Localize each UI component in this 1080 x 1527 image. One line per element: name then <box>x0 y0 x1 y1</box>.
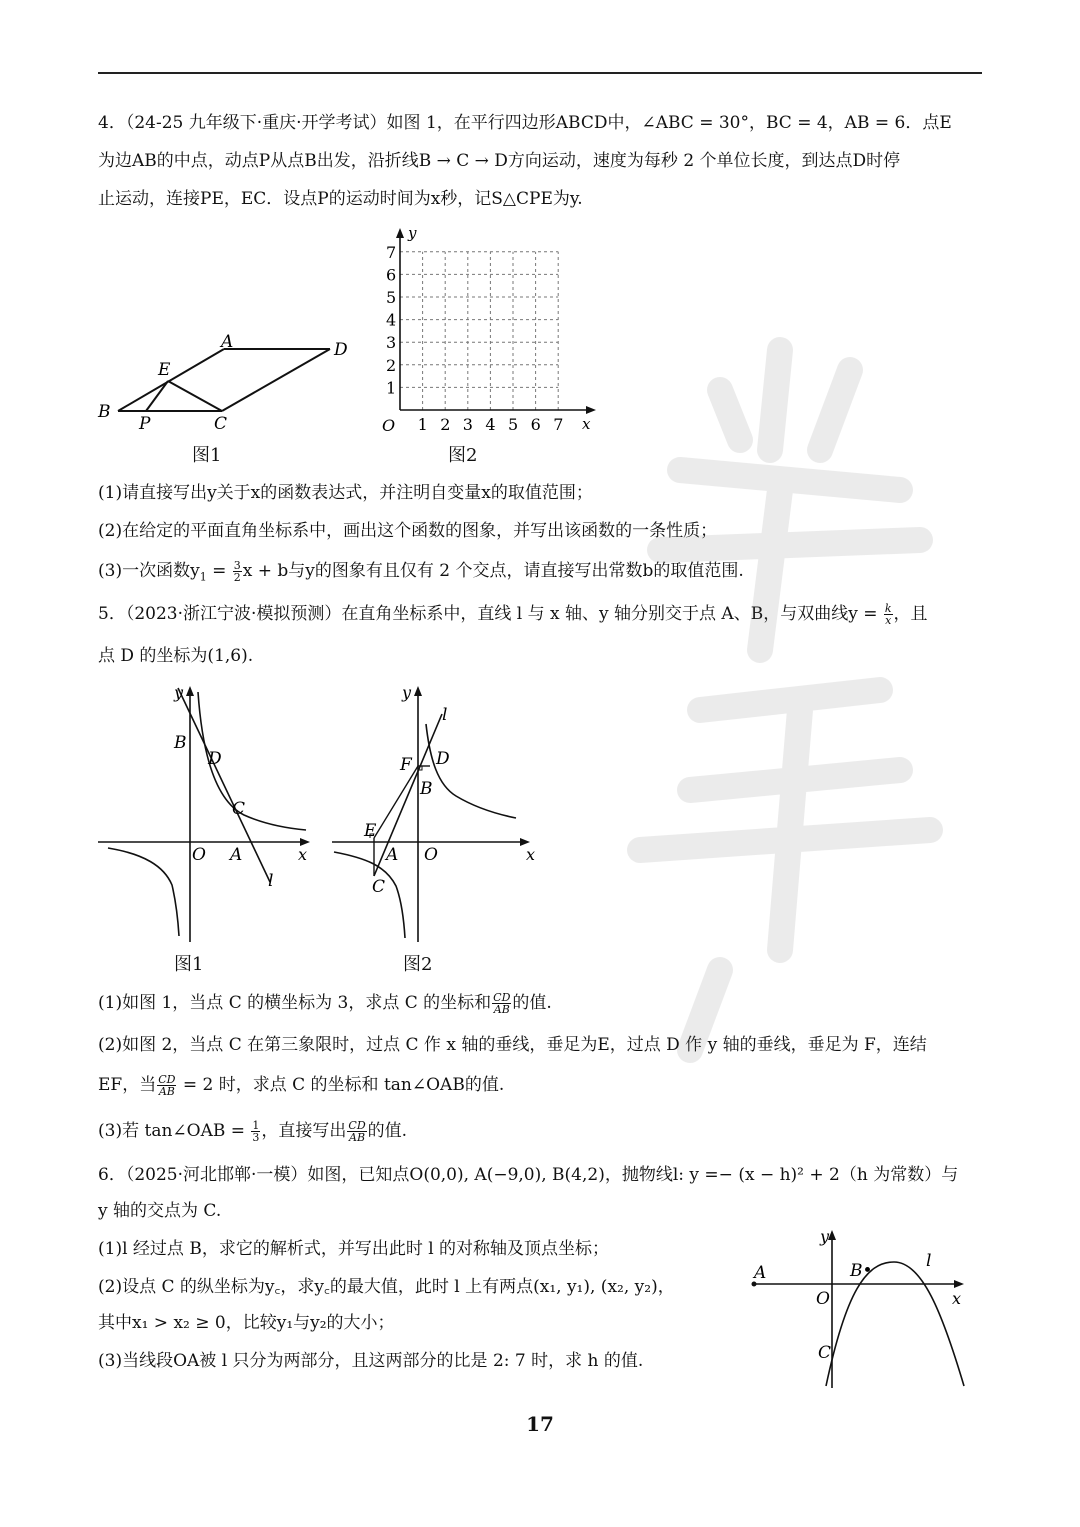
y-tick-label: 5 <box>386 288 397 307</box>
y-axis-arrow <box>828 1230 836 1240</box>
label-A: A <box>754 1263 767 1283</box>
q5-sub2-line1: (2)如图 2，当点 C 在第三象限时，过点 C 作 x 轴的垂线，垂足为E，过点 D 作 y 轴的垂线，垂足为 F，连结 <box>98 1035 927 1055</box>
label-B: B <box>98 402 111 422</box>
x-tick-label: 2 <box>440 415 451 434</box>
label-O: O <box>424 845 438 865</box>
q4-fig2-caption: 图2 <box>448 445 478 466</box>
label-O: O <box>192 845 206 865</box>
label-D: D <box>208 749 222 769</box>
label-C: C <box>372 877 386 897</box>
label-C: C <box>232 799 246 819</box>
q4-figure2-grid <box>374 222 604 442</box>
label-B: B <box>420 779 433 799</box>
label-P: P <box>139 414 151 434</box>
y-axis-arrow <box>414 686 422 696</box>
x-tick-label: 7 <box>553 415 564 434</box>
q4-line3: 止运动，连接PE，EC．设点P的运动时间为x秒，记S△CPE为y. <box>98 189 583 209</box>
label-x: x <box>952 1289 962 1308</box>
label-D: D <box>436 749 450 769</box>
fraction-cd-ab: $\frac{CD}{AB}$ <box>348 1119 366 1144</box>
y-axis-arrow <box>186 686 194 696</box>
q4-line2: 为边AB的中点，动点P从点B出发，沿折线B → C → D方向运动，速度为每秒 2 个单位长度，到达点D时停 <box>98 151 901 171</box>
q5-sub3: (3)若 tan∠OAB = $\frac{1}{3}$ ，直接写出 $\frac{CD}{AB}$ 的值. <box>98 1119 408 1144</box>
label-y: y <box>174 683 184 702</box>
label-l: l <box>926 1251 932 1271</box>
q4-fig1-caption: 图1 <box>192 445 222 466</box>
label-E: E <box>158 360 171 380</box>
q5-fig1-caption: 图1 <box>174 954 204 975</box>
fraction-1-3: $\frac{1}{3}$ <box>252 1119 260 1144</box>
q5-figure2 <box>326 680 550 950</box>
x-tick-label: 6 <box>530 415 541 434</box>
q6-sub2-line1: (2)设点 C 的纵坐标为y꜀，求y꜀的最大值，此时 l 上有两点(x₁, y₁), (x₂, y₂)， <box>98 1277 675 1297</box>
y-tick-label: 6 <box>386 265 397 285</box>
watermark-logo <box>600 330 960 1090</box>
q4-figure1 <box>94 325 364 435</box>
fraction-3-2: $\frac{3}{2}$ <box>233 559 241 584</box>
fraction-k-x: $\frac{k}{x}$ <box>884 602 892 627</box>
fraction-cd-ab: $\frac{CD}{AB}$ <box>158 1073 176 1098</box>
edge-dc <box>222 349 330 411</box>
header-rule <box>98 72 982 74</box>
label-l: l <box>442 705 448 725</box>
y-tick-label: 2 <box>386 355 397 375</box>
label-B: B <box>174 733 187 753</box>
q5-sub1: (1)如图 1，当点 C 的横坐标为 3，求点 C 的坐标和 $\frac{CD}{AB}$ 的值. <box>98 991 552 1016</box>
q6-line1: 6．（2025·河北邯郸·一模）如图，已知点O(0,0), A(−9,0), B(4,2)，抛物线l: y =− (x − h)² + 2（h 为常数）与 <box>98 1165 959 1185</box>
label-l: l <box>268 871 274 891</box>
label-y: y <box>820 1227 830 1246</box>
label-A: A <box>230 845 243 865</box>
q6-sub2-line2: 其中x₁ > x₂ ≥ 0，比较y₁与y₂的大小； <box>98 1313 395 1333</box>
label-F: F <box>400 755 412 775</box>
edge-ba <box>118 349 224 411</box>
q5-fig2-caption: 图2 <box>403 954 433 975</box>
x-axis-arrow <box>586 406 596 414</box>
q4-line1: 4．（24-25 九年级下·重庆·开学考试）如图 1，在平行四边形ABCD中，∠ABC = 30°，BC = 4，AB = 6．点E <box>98 113 952 133</box>
axis-label-y: y <box>408 224 417 242</box>
label-x: x <box>298 845 308 864</box>
label-C: C <box>214 414 228 434</box>
hyperbola-q3 <box>108 848 179 936</box>
hyperbola-q1 <box>426 724 516 818</box>
x-tick-label: 5 <box>508 415 519 434</box>
label-E: E <box>364 821 377 841</box>
x-tick-labels <box>418 415 564 434</box>
q6-figure <box>746 1222 972 1392</box>
segment-pe <box>146 381 168 411</box>
q4-sub3: (3)一次函数$y_1$ = $\frac{3}{2}$ x + b与y的图象有且仅有 2 个交点，请直接写出常数b的取值范围. <box>98 559 744 584</box>
y-tick-label: 3 <box>386 333 397 353</box>
x-tick-label: 1 <box>417 415 428 434</box>
label-y: y <box>402 683 412 702</box>
y-tick-label: 7 <box>386 242 397 262</box>
label-D: D <box>334 340 348 360</box>
label-B: B• <box>850 1261 873 1281</box>
axis-label-x: x <box>582 415 591 433</box>
q6-sub3: (3)当线段OA被 l 只分为两部分，且这两部分的比是 2: 7 时，求 h 的值. <box>98 1351 644 1371</box>
page-number: 17 <box>526 1412 554 1436</box>
y-tick-label: 1 <box>386 378 397 398</box>
q5-line1: 5．（2023·浙江宁波·模拟预测）在直角坐标系中，直线 l 与 x 轴、y 轴分别交于点 A、B，与双曲线y = $\frac{k}{x}$ ，且 <box>98 602 928 627</box>
x-tick-label: 4 <box>485 415 496 434</box>
q6-line2: y 轴的交点为 C. <box>98 1201 222 1221</box>
q5-sub2-line2: EF，当 $\frac{CD}{AB}$ = 2 时，求点 C 的坐标和 tan∠OAB的值. <box>98 1073 505 1098</box>
label-O: O <box>816 1289 830 1309</box>
label-C: C <box>818 1343 832 1363</box>
fraction-cd-ab: $\frac{CD}{AB}$ <box>493 991 511 1016</box>
q4-sub1: (1)请直接写出y关于x的函数表达式，并注明自变量x的取值范围； <box>98 483 593 503</box>
x-axis-arrow <box>954 1280 964 1288</box>
label-A: A <box>221 332 234 352</box>
label-x: x <box>526 845 536 864</box>
segment-ec <box>168 381 222 411</box>
parabola-l <box>826 1262 964 1386</box>
q5-figure1 <box>94 680 324 950</box>
x-tick-label: 3 <box>462 415 473 434</box>
q6-sub1: (1)l 经过点 B，求它的解析式，并写出此时 l 的对称轴及顶点坐标； <box>98 1239 610 1259</box>
origin-label: O <box>382 416 396 435</box>
y-axis-arrow <box>396 228 404 238</box>
q5-line2: 点 D 的坐标为(1,6). <box>98 646 254 666</box>
y-tick-label: 4 <box>386 310 397 330</box>
q4-sub2: (2)在给定的平面直角坐标系中，画出这个函数的图象，并写出该函数的一条性质； <box>98 521 718 541</box>
grid-lines <box>400 252 558 410</box>
y-tick-labels <box>386 243 396 398</box>
label-A: A <box>386 845 399 865</box>
segment-ef <box>374 766 418 838</box>
